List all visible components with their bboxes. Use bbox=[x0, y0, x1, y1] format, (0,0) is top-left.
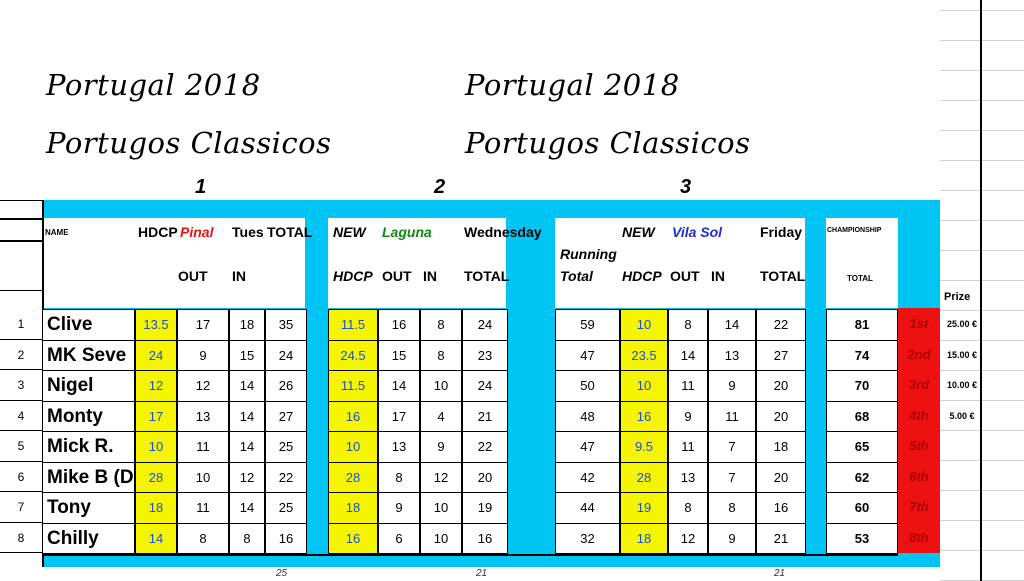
cell-name: Monty bbox=[42, 401, 135, 433]
cell-o1: 8 bbox=[177, 523, 229, 555]
cell-i1: 18 bbox=[229, 309, 265, 341]
cell-h1: 14 bbox=[135, 523, 177, 555]
header-s2-new: NEW bbox=[333, 224, 366, 240]
cell-place: 7th bbox=[898, 492, 940, 523]
cell-h2: 11.5 bbox=[328, 370, 378, 402]
section-number-3: 3 bbox=[680, 176, 692, 198]
cell-run: 47 bbox=[555, 431, 620, 463]
grid-line bbox=[940, 100, 1024, 101]
cell-h1: 17 bbox=[135, 401, 177, 433]
cell-i3: 9 bbox=[708, 370, 756, 402]
cell-t1: 25 bbox=[265, 431, 307, 463]
cell-t2: 23 bbox=[462, 340, 508, 372]
cell-place: 1st bbox=[898, 309, 940, 340]
cell-o1: 9 bbox=[177, 340, 229, 372]
grid-line bbox=[940, 190, 1024, 191]
row-number: 3 bbox=[0, 370, 42, 401]
row-number: 6 bbox=[0, 462, 42, 493]
cell-t2: 21 bbox=[462, 401, 508, 433]
cell-run: 44 bbox=[555, 492, 620, 524]
footer-s2: 21 bbox=[476, 568, 488, 579]
header-s3-new: NEW bbox=[622, 224, 655, 240]
cell-run: 32 bbox=[555, 523, 620, 555]
header-s2-course: Laguna bbox=[382, 224, 432, 240]
left-frame-line bbox=[0, 240, 42, 242]
cell-place: 6th bbox=[898, 462, 940, 493]
cell-i2: 4 bbox=[420, 401, 462, 433]
header-s3-day: Friday bbox=[760, 224, 803, 240]
cell-champ: 81 bbox=[826, 309, 898, 341]
cell-name: MK Seve bbox=[42, 340, 135, 372]
row-number: 2 bbox=[0, 340, 42, 371]
cell-place: 8th bbox=[898, 523, 940, 554]
title-right-line1: Portugal 2018 bbox=[465, 68, 680, 102]
cell-place: 3rd bbox=[898, 370, 940, 401]
cell-o3: 13 bbox=[668, 462, 708, 494]
cell-t3: 16 bbox=[756, 492, 806, 524]
cell-t2: 22 bbox=[462, 431, 508, 463]
cell-name: Tony bbox=[42, 492, 135, 524]
cell-i3: 8 bbox=[708, 492, 756, 524]
cell-o3: 9 bbox=[668, 401, 708, 433]
cell-h1: 13.5 bbox=[135, 309, 177, 341]
title-right-line2: Portugos Classicos bbox=[465, 126, 751, 160]
cell-t3: 18 bbox=[756, 431, 806, 463]
cell-h2: 18 bbox=[328, 492, 378, 524]
header-championship: CHAMPIONSHIP bbox=[827, 227, 882, 234]
header-s3-hdcp: HDCP bbox=[622, 268, 662, 284]
cell-t1: 16 bbox=[265, 523, 307, 555]
cell-i2: 10 bbox=[420, 492, 462, 524]
cell-t3: 27 bbox=[756, 340, 806, 372]
cell-o2: 13 bbox=[378, 431, 420, 463]
cell-name: Chilly bbox=[42, 523, 135, 555]
cell-h1: 18 bbox=[135, 492, 177, 524]
cell-h1: 10 bbox=[135, 431, 177, 463]
cell-i2: 10 bbox=[420, 370, 462, 402]
cell-name: Mick R. bbox=[42, 431, 135, 463]
cell-run: 42 bbox=[555, 462, 620, 494]
cell-h3: 10 bbox=[620, 309, 668, 341]
cell-t1: 35 bbox=[265, 309, 307, 341]
cell-t2: 24 bbox=[462, 370, 508, 402]
section-number-1: 1 bbox=[195, 176, 207, 198]
cell-run: 59 bbox=[555, 309, 620, 341]
header-s3-in: IN bbox=[711, 268, 725, 284]
cell-i1: 15 bbox=[229, 340, 265, 372]
header-s2-in: IN bbox=[423, 268, 437, 284]
grid-line bbox=[940, 40, 1024, 41]
row-number: 5 bbox=[0, 431, 42, 462]
cell-o2: 9 bbox=[378, 492, 420, 524]
footer-s1: 25 bbox=[276, 568, 288, 579]
cell-t3: 22 bbox=[756, 309, 806, 341]
cell-o2: 6 bbox=[378, 523, 420, 555]
cell-i1: 14 bbox=[229, 370, 265, 402]
cell-run: 47 bbox=[555, 340, 620, 372]
cell-o3: 12 bbox=[668, 523, 708, 555]
cell-o1: 11 bbox=[177, 492, 229, 524]
cell-o3: 11 bbox=[668, 431, 708, 463]
cell-o3: 14 bbox=[668, 340, 708, 372]
header-s3-running: Running bbox=[560, 246, 617, 262]
cell-prize bbox=[942, 462, 982, 493]
cell-champ: 62 bbox=[826, 462, 898, 494]
left-frame-line bbox=[0, 290, 42, 291]
cell-h1: 12 bbox=[135, 370, 177, 402]
header-s1-hdcp: HDCP bbox=[138, 224, 178, 240]
cell-t3: 20 bbox=[756, 462, 806, 494]
cell-i3: 14 bbox=[708, 309, 756, 341]
cell-place: 4th bbox=[898, 401, 940, 432]
table-bottom-line bbox=[42, 554, 898, 556]
cell-i2: 12 bbox=[420, 462, 462, 494]
cell-t3: 20 bbox=[756, 401, 806, 433]
cell-t2: 24 bbox=[462, 309, 508, 341]
cell-i2: 9 bbox=[420, 431, 462, 463]
cell-h3: 10 bbox=[620, 370, 668, 402]
cell-i3: 13 bbox=[708, 340, 756, 372]
grid-line bbox=[940, 280, 1024, 281]
cell-prize bbox=[942, 523, 982, 554]
cell-name: Mike B (D bbox=[42, 462, 135, 494]
header-s3-total-label: Total bbox=[560, 268, 593, 284]
header-s2-out: OUT bbox=[382, 268, 412, 284]
grid-line bbox=[940, 160, 1024, 161]
title-left-line1: Portugal 2018 bbox=[46, 68, 261, 102]
cell-h2: 24.5 bbox=[328, 340, 378, 372]
cell-t1: 22 bbox=[265, 462, 307, 494]
cell-prize: 25.00 € bbox=[946, 319, 978, 329]
cell-champ: 53 bbox=[826, 523, 898, 555]
header-s3-course: Vila Sol bbox=[672, 224, 723, 240]
header-s1-in: IN bbox=[232, 268, 246, 284]
cell-champ: 65 bbox=[826, 431, 898, 463]
cell-i2: 8 bbox=[420, 309, 462, 341]
place-column-top bbox=[898, 308, 940, 310]
cell-i3: 7 bbox=[708, 462, 756, 494]
cell-h3: 28 bbox=[620, 462, 668, 494]
cell-o2: 16 bbox=[378, 309, 420, 341]
header-s2-total: TOTAL bbox=[464, 268, 510, 284]
cell-champ: 70 bbox=[826, 370, 898, 402]
cell-i3: 11 bbox=[708, 401, 756, 433]
header-s2-hdcp: HDCP bbox=[333, 268, 373, 284]
cell-champ: 74 bbox=[826, 340, 898, 372]
cell-h3: 18 bbox=[620, 523, 668, 555]
grid-line bbox=[940, 250, 1024, 251]
header-s1-out: OUT bbox=[178, 268, 208, 284]
cell-t2: 20 bbox=[462, 462, 508, 494]
cell-o3: 11 bbox=[668, 370, 708, 402]
cell-name: Nigel bbox=[42, 370, 135, 402]
cell-o2: 17 bbox=[378, 401, 420, 433]
cell-h2: 28 bbox=[328, 462, 378, 494]
grid-line bbox=[940, 130, 1024, 131]
cell-o1: 12 bbox=[177, 370, 229, 402]
cell-i1: 14 bbox=[229, 401, 265, 433]
cell-i3: 7 bbox=[708, 431, 756, 463]
cell-h3: 23.5 bbox=[620, 340, 668, 372]
header-s3-total: TOTAL bbox=[760, 268, 806, 284]
cell-i1: 14 bbox=[229, 492, 265, 524]
header-champ-total: TOTAL bbox=[847, 274, 873, 283]
cell-name: Clive bbox=[42, 309, 135, 341]
cell-t2: 16 bbox=[462, 523, 508, 555]
cell-t1: 25 bbox=[265, 492, 307, 524]
header-s1-day: Tues bbox=[232, 224, 264, 240]
cell-o2: 14 bbox=[378, 370, 420, 402]
cell-i1: 8 bbox=[229, 523, 265, 555]
cell-champ: 60 bbox=[826, 492, 898, 524]
header-name: NAME bbox=[45, 228, 69, 237]
header-prize: Prize bbox=[944, 291, 971, 303]
cell-i1: 12 bbox=[229, 462, 265, 494]
row-number: 4 bbox=[0, 401, 42, 432]
cell-t1: 27 bbox=[265, 401, 307, 433]
grid-line bbox=[940, 220, 1024, 221]
grid-line bbox=[940, 10, 1024, 11]
cell-o1: 11 bbox=[177, 431, 229, 463]
cell-run: 48 bbox=[555, 401, 620, 433]
row-number: 7 bbox=[0, 492, 42, 523]
row-number: 8 bbox=[0, 523, 42, 554]
cell-h2: 10 bbox=[328, 431, 378, 463]
cell-o2: 15 bbox=[378, 340, 420, 372]
cell-prize bbox=[942, 431, 982, 462]
cell-t2: 19 bbox=[462, 492, 508, 524]
row-number: 1 bbox=[0, 309, 42, 340]
header-s1-course: Pinal bbox=[180, 224, 214, 240]
title-left-line2: Portugos Classicos bbox=[46, 126, 332, 160]
header-s3-out: OUT bbox=[670, 268, 700, 284]
cell-prize bbox=[942, 492, 982, 523]
cell-i3: 9 bbox=[708, 523, 756, 555]
cell-h3: 16 bbox=[620, 401, 668, 433]
cell-place: 5th bbox=[898, 431, 940, 462]
cell-h3: 19 bbox=[620, 492, 668, 524]
cell-t3: 21 bbox=[756, 523, 806, 555]
header-s2-day: Wednesday bbox=[464, 224, 542, 240]
section-number-2: 2 bbox=[434, 176, 446, 198]
cell-h2: 16 bbox=[328, 401, 378, 433]
cell-o1: 13 bbox=[177, 401, 229, 433]
cell-o3: 8 bbox=[668, 492, 708, 524]
cell-o3: 8 bbox=[668, 309, 708, 341]
cell-h1: 28 bbox=[135, 462, 177, 494]
cell-prize: 10.00 € bbox=[946, 380, 978, 390]
cell-champ: 68 bbox=[826, 401, 898, 433]
left-frame-line bbox=[0, 218, 42, 220]
cell-h2: 16 bbox=[328, 523, 378, 555]
cell-i2: 8 bbox=[420, 340, 462, 372]
cell-t1: 26 bbox=[265, 370, 307, 402]
cell-place: 2nd bbox=[898, 340, 940, 371]
cell-prize: 5.00 € bbox=[949, 410, 975, 421]
cell-run: 50 bbox=[555, 370, 620, 402]
footer-s3: 21 bbox=[774, 568, 786, 579]
cell-t1: 24 bbox=[265, 340, 307, 372]
cell-o1: 10 bbox=[177, 462, 229, 494]
cell-h1: 24 bbox=[135, 340, 177, 372]
header-s1-total: TOTAL bbox=[267, 224, 313, 240]
cell-i1: 14 bbox=[229, 431, 265, 463]
cell-o1: 17 bbox=[177, 309, 229, 341]
cell-prize: 15.00 € bbox=[946, 349, 978, 360]
grid-line bbox=[940, 70, 1024, 71]
cell-i2: 10 bbox=[420, 523, 462, 555]
cell-t3: 20 bbox=[756, 370, 806, 402]
cell-h2: 11.5 bbox=[328, 309, 378, 341]
cell-h3: 9.5 bbox=[620, 431, 668, 463]
cell-o2: 8 bbox=[378, 462, 420, 494]
